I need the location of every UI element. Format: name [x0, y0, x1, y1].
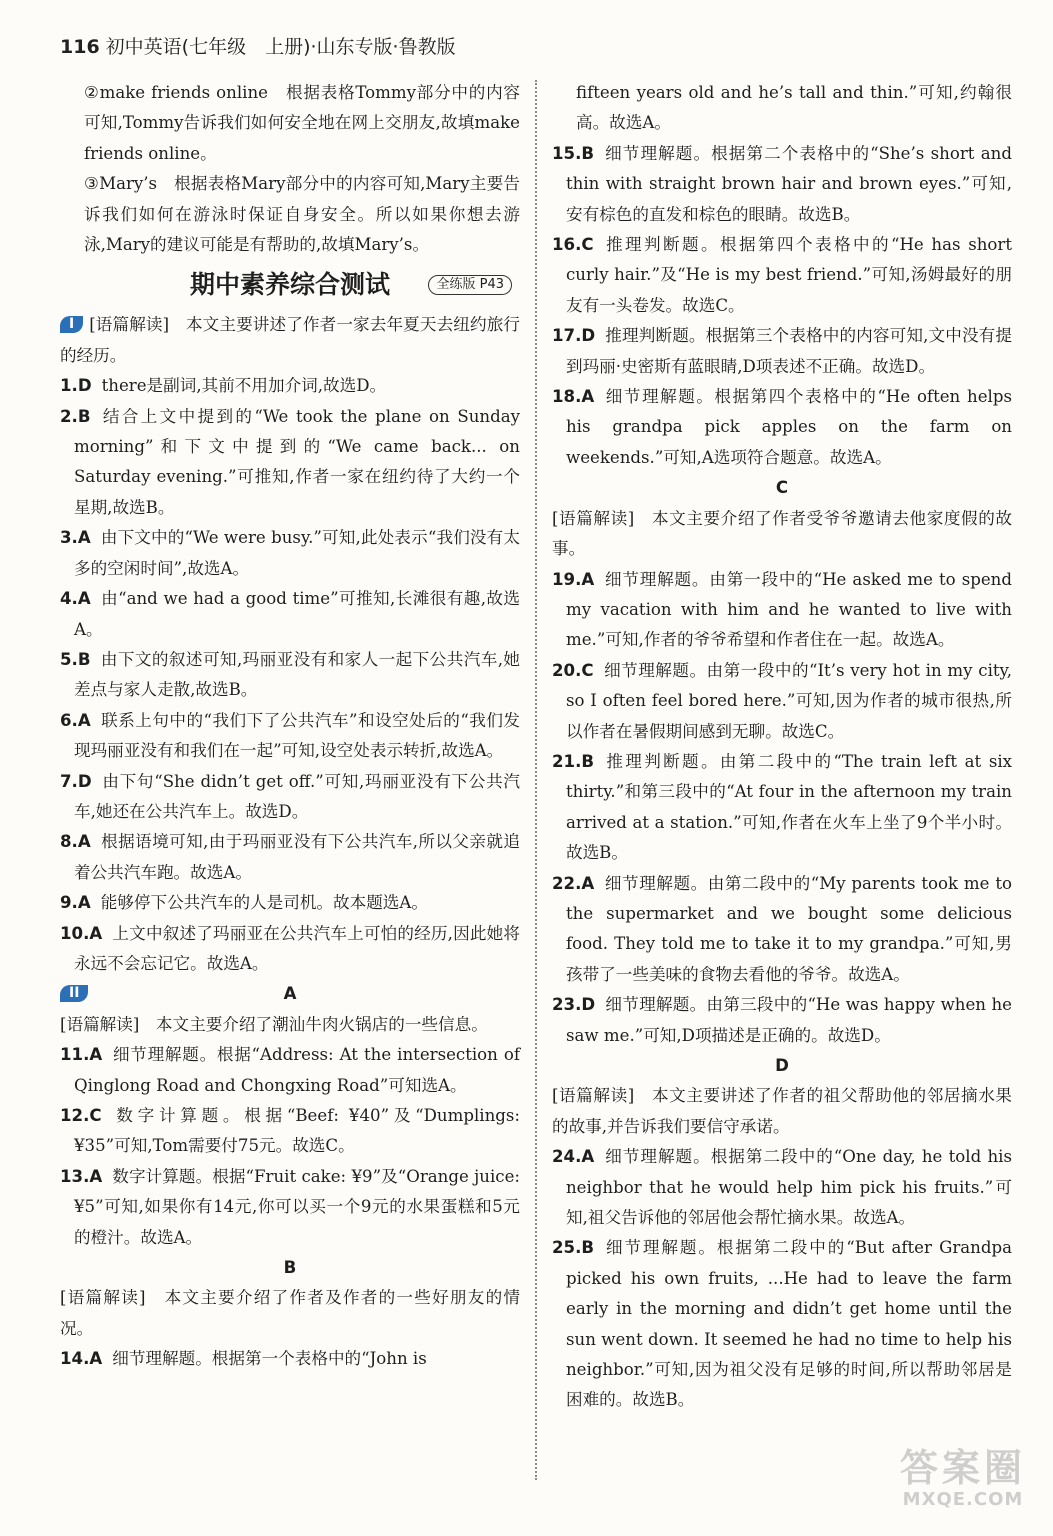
answer-item: 23.D 细节理解题。由第三段中的“He was happy when he saw me.”可知,D项描述是正确的。故选D。 [552, 995, 1012, 1045]
subsection-heading: D [775, 1056, 789, 1075]
section-title [60, 266, 520, 304]
answer-item: 19.A 细节理解题。由第一段中的“He asked me to spend my vacation with him and he wanted to live with me.”可知,作者的爷爷希望和作者住在一起。故选A。 [552, 569, 1012, 650]
reading-summary: [语篇解读] 本文主要介绍了作者受爷爷邀请去他家度假的故事。 [552, 508, 1012, 559]
subsection-heading: C [775, 478, 789, 498]
answer-item: 25.B 细节理解题。根据第二段中的“But after Grandpa picked his own fruits, ...He had to leave the farm early in the morning and didn’t get home until the sun went down. It seemed he had no time to help his neighbor.”可知,因为祖父没有足够的时间,所以帮助邻居是困难的。故选B。 [552, 1238, 1012, 1410]
answer-item: 14.A 细节理解题。根据第一个表格中的“John is [60, 1349, 427, 1369]
answer-item: 10.A 上文中叙述了玛丽亚在公共汽车上可怕的经历,因此她将永远不会忘记它。故选A。 [60, 923, 520, 973]
answer-item: 12.C 数字计算题。根据“Beef: ¥40”及“Dumplings: ¥35”可知,Tom需要付75元。故选C。 [60, 1106, 520, 1156]
page-header [60, 32, 456, 59]
answer-item: 5.B 由下文的叙述可知,玛丽亚没有和家人一起下公共汽车,她差点与家人走散,故选B。 [60, 649, 520, 700]
answer-continuation: fifteen years old and he’s tall and thin.”可知,约翰很高。故选A。 [576, 83, 1012, 133]
answer-item: 13.A 数字计算题。根据“Fruit cake: ¥9”及“Orange juice: ¥5”可知,如果你有14元,你可以买一个9元的水果蛋糕和5元的橙汁。故选A。 [60, 1166, 520, 1247]
page-number: 116 [60, 36, 100, 58]
answer-item: 9.A 能够停下公共汽车的人是司机。故本题选A。 [60, 893, 428, 913]
reading-summary: [语篇解读] 本文主要介绍了潮汕牛肉火锅店的一些信息。 [60, 1014, 488, 1034]
answer-item: 22.A 细节理解题。由第二段中的“My parents took me to the supermarket and we bought some delicious food. They told me to take it to my grandpa.”可知,男孩带了一些美味的食物去看他的爷爷。故选A。 [552, 873, 1012, 984]
answer-item: 17.D 推理判断题。根据第三个表格中的内容可知,文中没有提到玛丽·史密斯有蓝眼睛,D项表述不正确。故选D。 [552, 326, 1012, 376]
reading-summary: [语篇解读] 本文主要介绍了作者及作者的一些好朋友的情况。 [60, 1288, 520, 1338]
answer-text: ②make friends online 根据表格Tommy部分中的内容可知,Tommy告诉我们如何安全地在网上交朋友,故填make friends online。 [84, 83, 520, 163]
answer-item: 16.C 推理判断题。根据第四个表格中的“He has short curly hair.”及“He is my best friend.”可知,汤姆最好的朋友有一头卷发。故选C。 [552, 235, 1012, 315]
book-title: 初中英语(七年级 上册)·山东专版·鲁教版 [105, 36, 456, 58]
answer-item: 20.C 细节理解题。由第一段中的“It’s very hot in my city, so I often feel bored here.”可知,因为作者的城市很热,所以作者在暑假期间感到无聊。故选C。 [552, 660, 1012, 741]
left-column [60, 78, 520, 1375]
answer-item: 4.A 由“and we had a good time”可推知,长滩很有趣,故选A。 [60, 589, 520, 639]
answer-item: 18.A 细节理解题。根据第四个表格中的“He often helps his grandpa pick apples on the farm on weekends.”可知,A选项符合题意。故选A。 [552, 387, 1012, 467]
part-label: I [60, 316, 83, 333]
answer-item: 15.B 细节理解题。根据第二个表格中的“She’s short and thin with straight brown hair and brown eyes.”可知,安有棕色的直发和棕色的眼睛。故选B。 [552, 143, 1012, 224]
answer-item: 1.D there是副词,其前不用加介词,故选D。 [60, 376, 387, 396]
column-divider [535, 80, 537, 1480]
reading-summary: I [语篇解读] 本文主要讲述了作者一家去年夏天去纽约旅行的经历。 [60, 315, 520, 365]
answer-item: 24.A 细节理解题。根据第二段中的“One day, he told his neighbor that he would help him pick his fruits.”可知,祖父告诉他的邻居他会帮忙摘水果。故选A。 [552, 1147, 1012, 1228]
part-label: II [60, 985, 88, 1002]
answer-text: ③Mary’s 根据表格Mary部分中的内容可知,Mary主要告诉我们如何在游泳时保证自身安全。所以如果你想去游泳,Mary的建议可能是有帮助的,故填Mary’s。 [84, 174, 520, 255]
answer-item: 11.A 细节理解题。根据“Address: At the intersection of Qinglong Road and Chongxing Road”可知选A。 [60, 1045, 520, 1095]
subsection-heading: II A [60, 979, 520, 1009]
answer-item: 21.B 推理判断题。由第二段中的“The train left at six thirty.”和第三段中的“At four in the afternoon my train arrived at a station.”可知,作者在火车上坐了9个半小时。故选B。 [552, 751, 1012, 863]
watermark-logo: 答案圈 MXQE.COM [899, 1446, 1026, 1510]
subsection-heading: B [283, 1258, 297, 1278]
answer-item: 2.B 结合上文中提到的“We took the plane on Sunday morning”和下文中提到的“We came back... on Saturday evening.”可推知,作者一家在纽约待了大约一个星期,故选B。 [60, 406, 520, 517]
answer-item: 8.A 根据语境可知,由于玛丽亚没有下公共汽车,所以父亲就追着公共汽车跑。故选A。 [60, 832, 520, 882]
section-ref-badge: 全练版 P43 [428, 275, 512, 295]
answer-item: 3.A 由下文中的“We were busy.”可知,此处表示“我们没有太多的空闲时间”,故选A。 [60, 528, 520, 578]
reading-summary: [语篇解读] 本文主要讲述了作者的祖父帮助他的邻居摘水果的故事,并告诉我们要信守承诺。 [552, 1086, 1012, 1136]
answer-item: 6.A 联系上句中的“我们下了公共汽车”和设空处后的“我们发现玛丽亚没有和我们在一起”可知,设空处表示转折,故选A。 [60, 710, 520, 761]
answer-item: 7.D 由下句“She didn’t get off.”可知,玛丽亚没有下公共汽车,她还在公共汽车上。故选D。 [60, 771, 520, 821]
right-column [552, 78, 1012, 1416]
section-title-text: 期中素养综合测试 [189, 270, 390, 300]
